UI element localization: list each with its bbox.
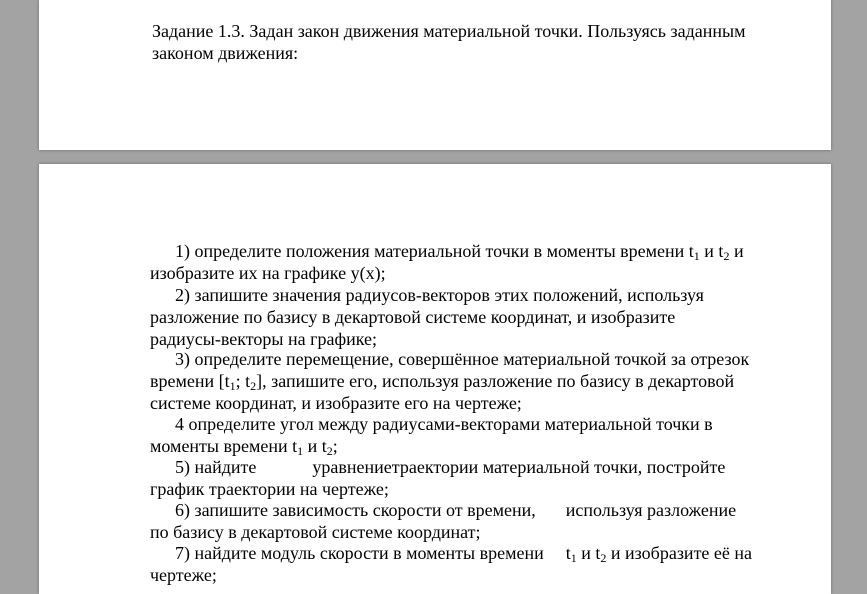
item-4-line-2: моменты времени $t_1$ и $t_2$; xyxy=(150,436,338,458)
item-3-line-1: 3) определите перемещение, совершённое материальной точкой за отрезок xyxy=(175,349,750,369)
item-7-line-1: 7) найдите модуль скорости в моменты времени $t_1$ и $t_2$ и изобразите её на xyxy=(175,543,753,565)
task-text-line: Задание 1.3. Задан закон движения материальной точки. Пользуясь заданным xyxy=(152,21,746,41)
item-4-line-1: 4 определите угол между радиусами-векторами материальной точки в xyxy=(175,414,713,434)
item-6-line-1: 6) запишите зависимость скорости от времени, используя разложение xyxy=(175,500,737,520)
page-2 xyxy=(39,164,831,594)
item-7-line-2: чертеже; xyxy=(150,565,217,585)
item-5-line-2: график траектории на чертеже; xyxy=(150,479,389,499)
item-2-line-1: 2) запишите значения радиусов-векторов этих положений, используя xyxy=(175,285,704,305)
item-5-line-1: 5) найдите уравнениетраектории материальной точки, постройте xyxy=(175,457,726,477)
item-3-line-3: системе координат, и изобразите его на чертеже; xyxy=(150,393,522,413)
item-6-line-2: по базису в декартовой системе координат; xyxy=(150,522,481,542)
item-1-line-2: изобразите их на графике y(x); xyxy=(150,263,386,283)
item-2-line-3: радиусы-векторы на графике; xyxy=(150,329,378,349)
item-2-line-2: разложение по базису в декартовой системе координат, и изобразите xyxy=(150,307,676,327)
page-1 xyxy=(39,0,831,150)
item-3-line-2: времени [$t_1$; $t_2$], запишите его, используя разложение по базису в декартовой xyxy=(150,371,735,393)
task-text-line: законом движения: xyxy=(152,43,299,63)
item-1-line-1: 1) определите положения материальной точки в моменты времени $t_1$ и $t_2$ и xyxy=(175,241,744,263)
